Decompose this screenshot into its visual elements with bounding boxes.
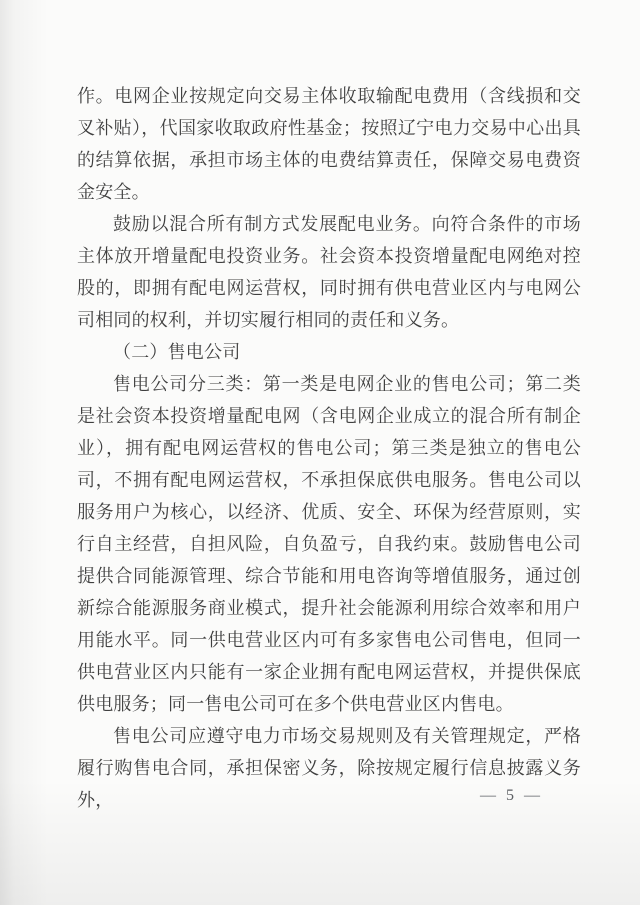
paragraph: 鼓励以混合所有制方式发展配电业务。向符合条件的市场主体放开增量配电投资业务。社会资本投资增量配电网绝对控股的，即拥有配电网运营权，同时拥有供电营业区内与电网公司相同的权利，并切实履行相同的责任和义务。 xyxy=(77,214,581,330)
paragraph-continuation: 作。电网企业按规定向交易主体收取输配电费用（含线损和交叉补贴），代国家收取政府性基金；按照辽宁电力交易中心出具的结算依据，承担市场主体的电费结算责任，保障交易电费资金安全。 xyxy=(77,86,581,202)
section-heading: （二）售电公司 xyxy=(113,342,241,362)
paragraph: 售电公司分三类：第一类是电网企业的售电公司；第二类是社会资本投资增量配电网（含电网企业成立的混合所有制企业），拥有配电网运营权的售电公司；第三类是独立的售电公司，不拥有配电网运营权，不承担保底供电服务。售电公司以服务用户为核心，以经济、优质、安全、环保为经营原则，实行自主经营，自担风险，自负盈亏，自我约束。鼓励售电公司提供合同能源管理、综合节能和用电咨询等增值服务，通过创新综合能源服务商业模式，提升社会能源利用综合效率和用户用能水平。同一供电营业区内可有多家售电公司售电，但同一供电营业区内只能有一家企业拥有配电网运营权，并提供保底供电服务；同一售电公司可在多个供电营业区内售电。 xyxy=(77,374,581,714)
page-number: — 5 — xyxy=(480,787,543,804)
paragraph-partial: 售电公司应遵守电力市场交易规则及有关管理规定，严格履行购售电合同，承担保密义务，除按规定履行信息披露义务外， xyxy=(77,726,581,810)
document-body xyxy=(77,80,581,816)
